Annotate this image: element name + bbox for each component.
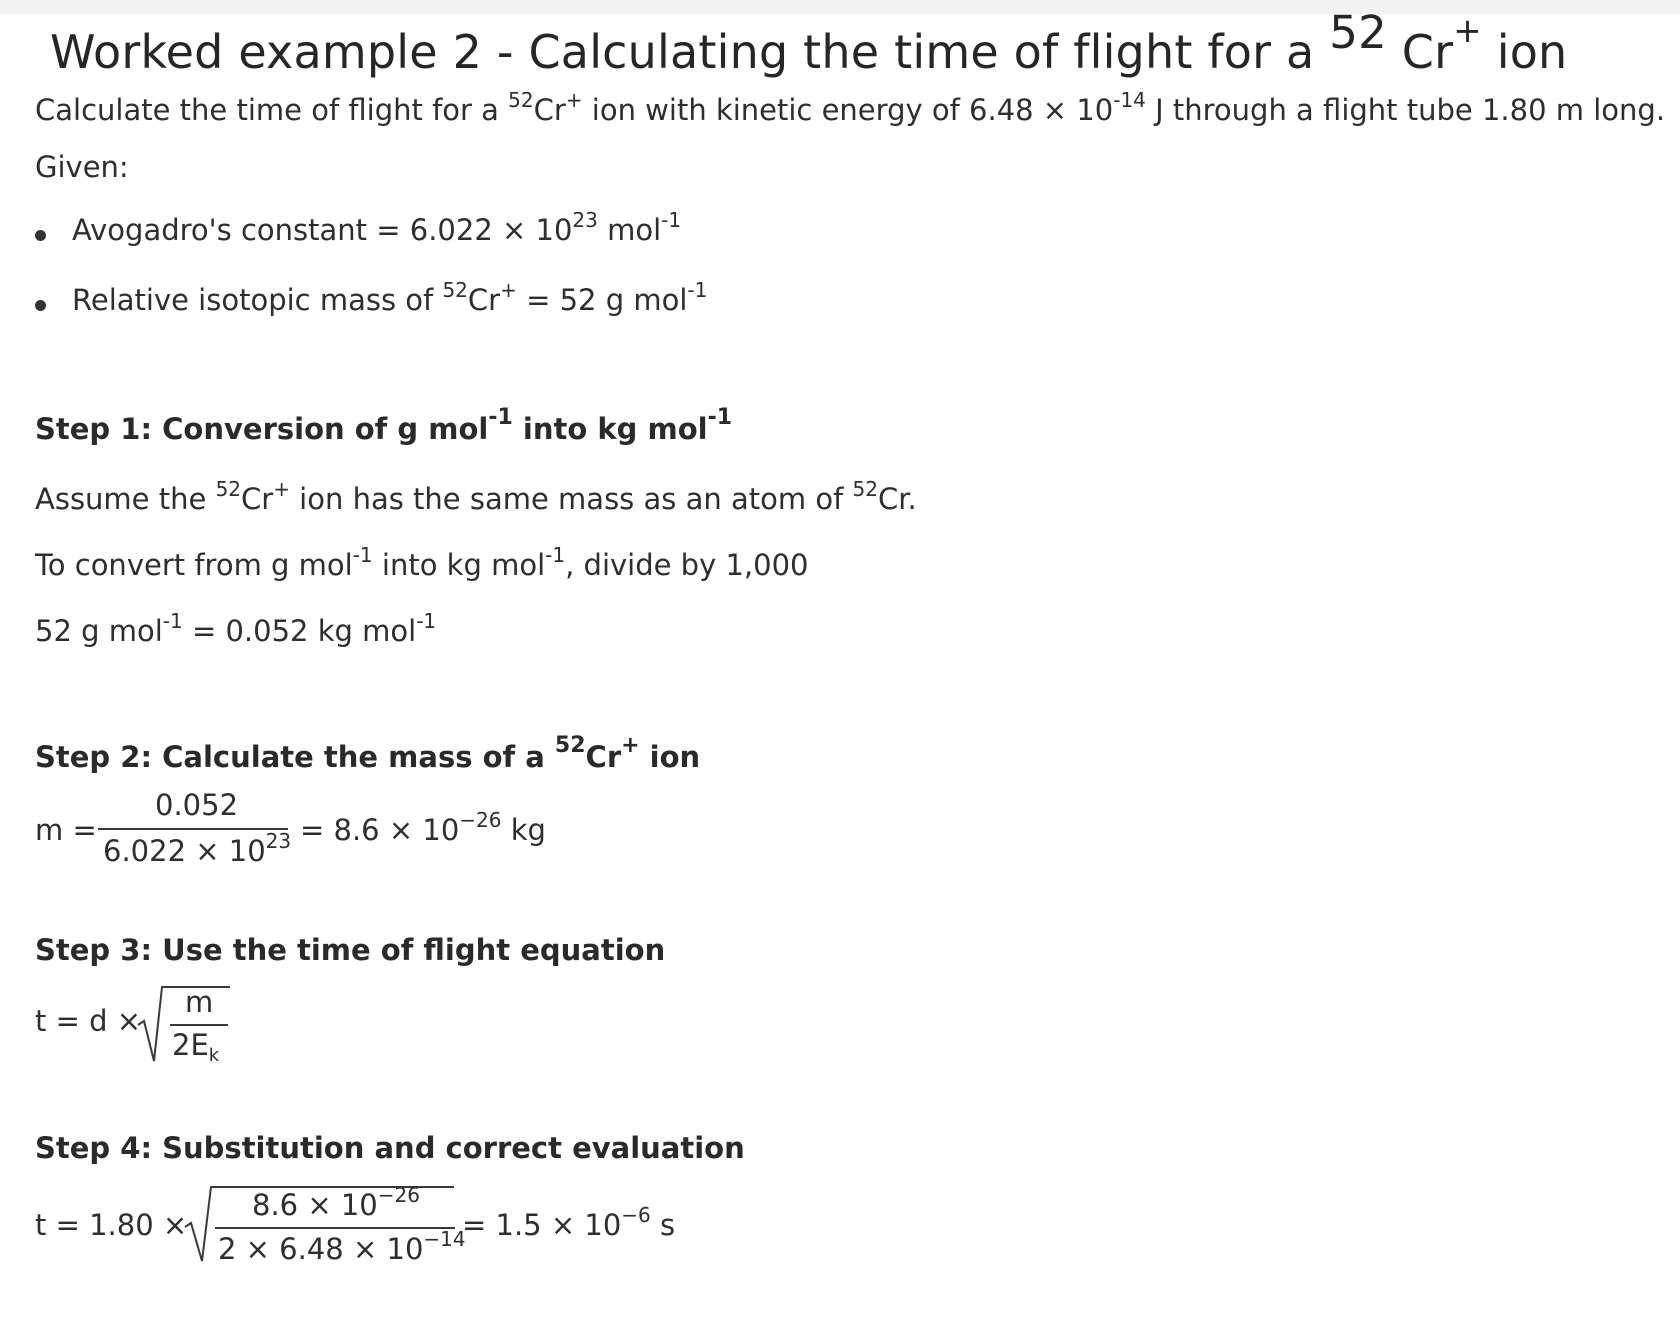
bullet-icon [35,300,46,311]
bullet-icon [35,230,46,241]
step3-fraction-bar [170,1024,228,1026]
step4-fraction-bar [215,1227,455,1229]
step2-denominator: $6.022 \times 10^{23}$ [103,829,292,868]
step1-line-convert: To convert from g mol$^{-1}$ into kg mol$^{-1}$, divide by 1,000 [35,543,809,582]
step4-denominator: $2 \times 6.48 \times 10^{-14}$ [218,1227,466,1266]
step3-numerator: m [185,985,214,1019]
given-label: Given: [35,150,129,184]
page-title: Worked example 2 - Calculating the time of flight for a $^{52}$ Cr+ ion [50,6,1568,79]
step1-heading: Step 1: Conversion of g mol$^{-1}$ into kg mol$^{-1}$ [35,405,733,446]
given-item-avogadro: Avogadro's constant = $6.022 \times 10^{23}$ mol$^{-1}$ [72,208,682,247]
step1-line-result: 52 g mol$^{-1}$ = 0.052 kg mol$^{-1}$ [35,609,437,648]
step2-numerator: 0.052 [155,788,239,822]
step4-numerator: $8.6 \times 10^{-26}$ [252,1183,420,1222]
step2-heading: Step 2: Calculate the mass of a $^{52}$Cr+ ion [35,733,701,774]
step3-lhs: t = d × [35,1004,142,1038]
step3-denominator: $2E_k$ [172,1028,220,1066]
step4-result: = $1.5 \times 10^{-6}$ s [462,1203,676,1242]
step4-lhs: t = 1.80 × [35,1208,188,1242]
given-item-isotopic-mass: Relative isotopic mass of $^{52}$Cr+ = 52 g mol$^{-1}$ [72,278,708,317]
step2-lhs: m = [35,813,97,847]
step1-line-assume: Assume the $^{52}$Cr+ ion has the same mass as an atom of $^{52}$Cr. [35,477,917,516]
step2-fraction-bar [98,828,288,830]
step3-heading: Step 3: Use the time of flight equation [35,933,666,967]
step2-result: = $8.6 \times 10^{-26}$ kg [300,808,546,847]
problem-statement: Calculate the time of flight for a $^{52}$Cr+ ion with kinetic energy of $6.48 \times 10^{-14}$ J through a flight tube 1.80 m long. [35,88,1666,127]
step4-heading: Step 4: Substitution and correct evaluation [35,1131,745,1165]
